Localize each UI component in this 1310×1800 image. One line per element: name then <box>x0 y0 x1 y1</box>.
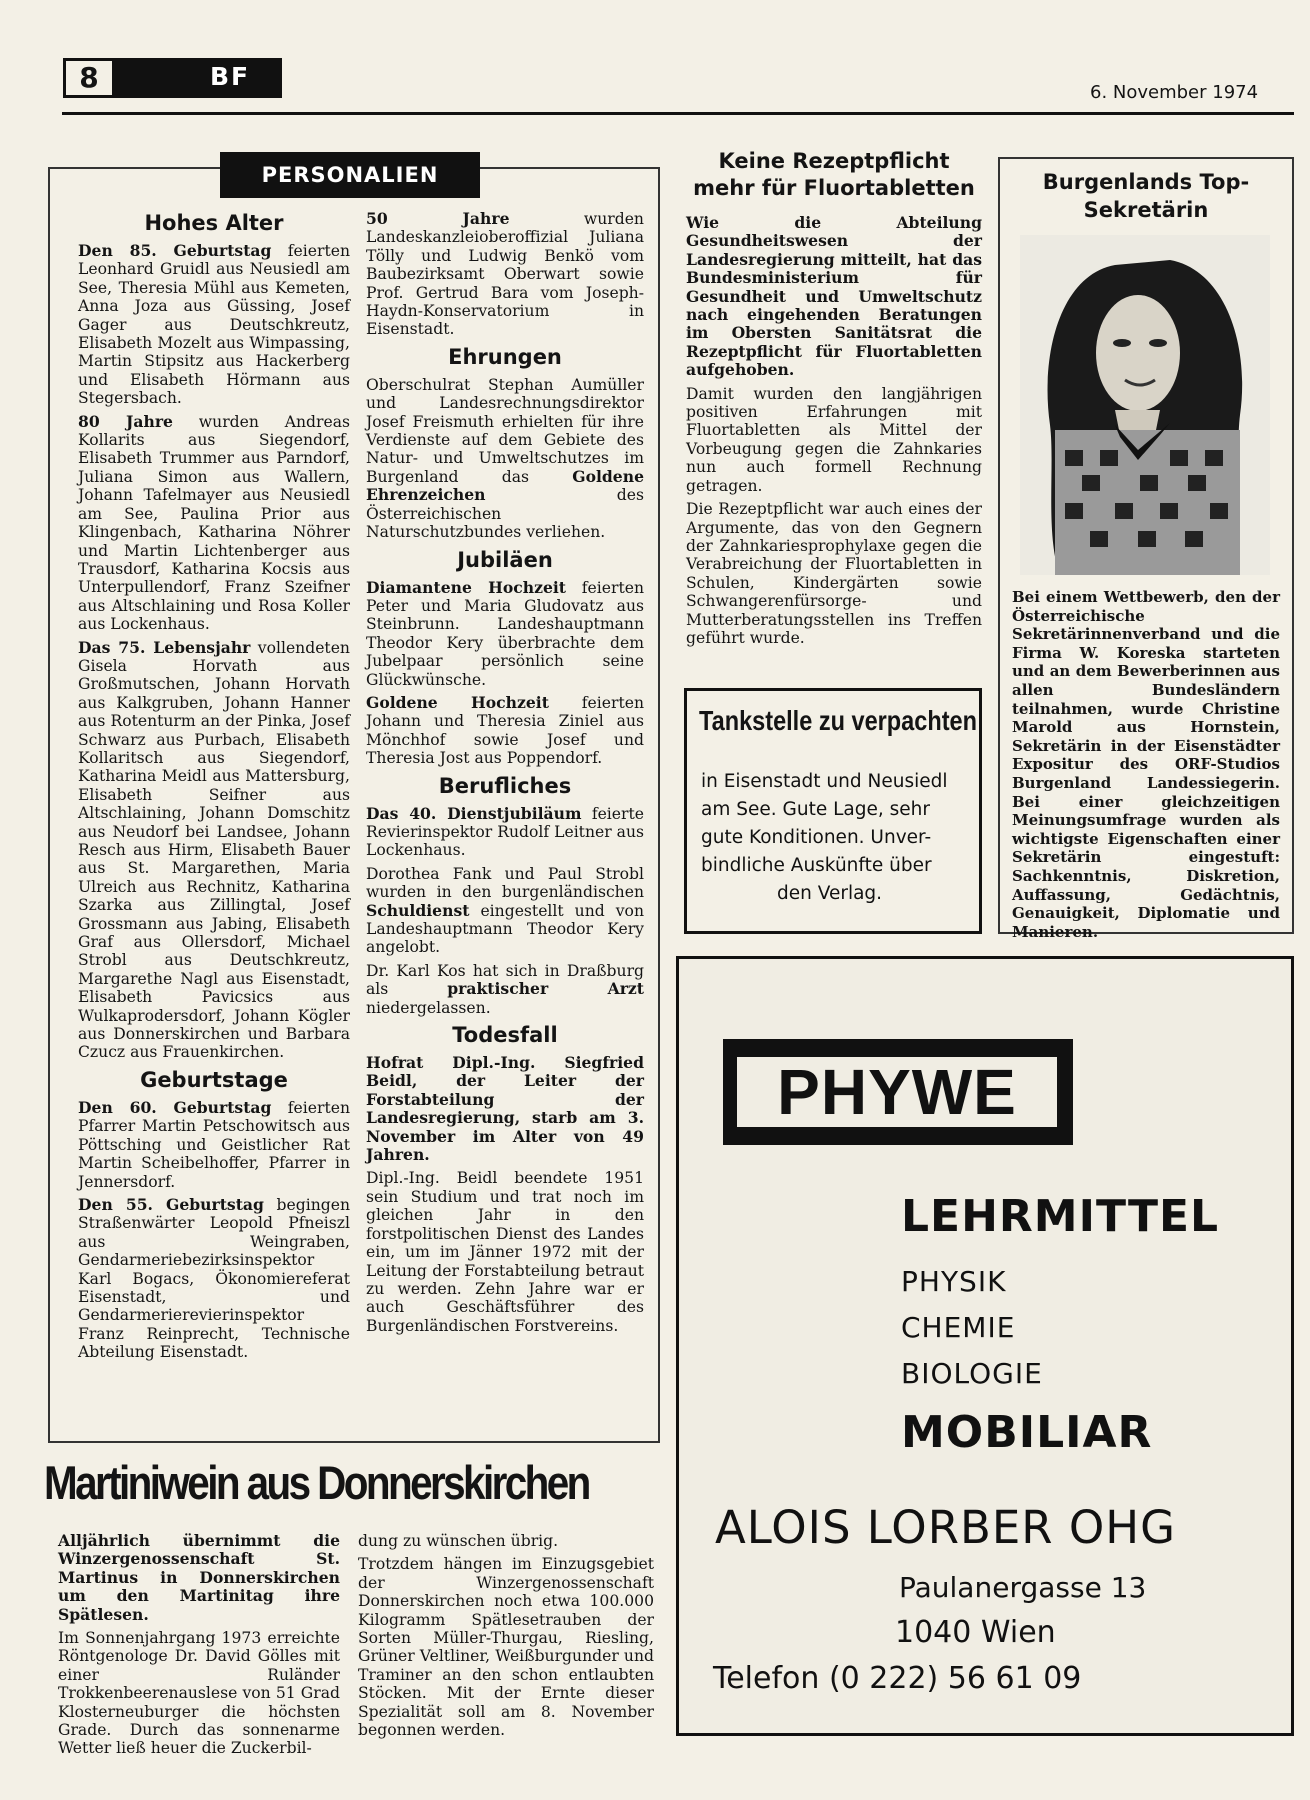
personalien-col2 <box>366 210 644 1340</box>
personalien-col1 <box>78 205 350 1367</box>
company-phone: Telefon (0 222) 56 61 09 <box>713 1661 1082 1696</box>
fluor-article <box>686 148 982 652</box>
paragraph: Dorothea Fank und Paul Strobl wurden in den burgenländischen Schuldienst eingestellt und von Landeshauptmann Theodor Kery angelobt. <box>366 864 644 957</box>
company-street: Paulanergasse 13 <box>899 1571 1147 1604</box>
ad-text-line: am See. Gute Lage, sehr <box>701 799 930 820</box>
paragraph: Wie die Abteilung Gesundheitswesen der Landesregierung mitteilt, hat das Bundesministerium für Gesundheit und Umweltschutz nach eingehenden Beratungen im Obersten Sanitätsrat die Rezeptpflicht für Fluortabletten aufgehoben. <box>686 213 982 380</box>
ad-text-line: in Eisenstadt und Neusiedl <box>701 771 948 792</box>
paragraph: Im Sonnenjahrgang 1973 erreichte Röntgenologe Dr. David Gölles mit einer Ruländer Trokkenbeerenauslese von 51 Grad Klosterneuburger die höchsten Grade. Durch das sonnenarme Wetter ließ heuer die Zuckerbil- <box>58 1629 340 1758</box>
section-title <box>1000 168 1292 224</box>
ad-item: PHYSIK <box>901 1265 1007 1298</box>
ad-headline: MOBILIAR <box>901 1407 1153 1458</box>
ad-item: CHEMIE <box>901 1311 1016 1344</box>
issue-date: 6. November 1974 <box>1090 82 1259 103</box>
paragraph: Das 40. Dienstjubiläum feierte Revierinspektor Rudolf Leitner aus Lockenhaus. <box>366 803 644 860</box>
portrait-photo <box>1020 235 1270 575</box>
title-line: Burgenlands Top- <box>1042 170 1250 194</box>
section-title: Geburtstage <box>140 1067 288 1092</box>
tankstelle-ad <box>684 688 982 934</box>
page-number: 8 <box>79 61 99 94</box>
company-name: ALOIS LORBER OHG <box>715 1501 1176 1554</box>
section-title: Hohes Alter <box>144 211 284 235</box>
paragraph: Trotzdem hängen im Einzugsgebiet der Winzergenossenschaft Donnerskirchen noch etwa 100.000 Kilogramm Spätlesetrauben der Sorten Müller-Thurgau, Riesling, Grüner Veltliner, Weißburgunder und Traminer an den schon entlaubten Stöcken. Mit der Ernte dieser Spezialität soll am 8. November begonnen werden. <box>358 1555 654 1740</box>
paragraph: Das 75. Lebensjahr vollendeten Gisela Horvath aus Großmutschen, Johann Horvath aus Kalkgruben, Johann Hanner aus Rotenturm an der Pinka, Josef Schwarz aus Purbach, Elisabeth Kollaritsch aus Siegendorf, Katharina Meidl aus Mattersburg, Elisabeth Seifner aus Altschlaining, Johann Domschitz aus Neudorf bei Landsee, Johann Resch aus Hirm, Elisabeth Bauer aus St. Margarethen, Maria Ulreich aus Rechnitz, Katharina Szarka aus Zillingtal, Josef Grossmann aus Jabing, Elisabeth Graf aus Ollersdorf, Michael Strobl aus Deutschkreutz, Margarethe Nagl aus Eisenstadt, Elisabeth Pavicsics aus Wulkaprodersdorf, Johann Kögler aus Donnerskirchen und Barbara Czucz aus Frauenkirchen. <box>78 637 350 1062</box>
paragraph: 50 Jahre wurden Landeskanzleioberoffizial Juliana Tölly und Ludwig Benkö vom Baubezirksamt Oberwart sowie Prof. Gertrud Bara vom Joseph-Haydn-Konservatorium in Eisenstadt. <box>366 209 644 339</box>
section-title: Jubiläen <box>457 547 553 572</box>
paragraph: Den 85. Geburtstag feierten Leonhard Gruidl aus Neusiedl am See, Theresia Mühl aus Kemeten, Anna Joza aus Güssing, Josef Gager aus Deutschkreutz, Elisabeth Mozelt aus Wimpassing, Martin Stipsitz aus Hackerberg und Elisabeth Hörmann aus Stegersbach. <box>78 241 350 408</box>
paragraph: Oberschulrat Stephan Aumüller und Landesrechnungsdirektor Josef Freismuth erhielten für ihre Verdienste auf dem Gebiete des Natur- und Umweltschutzes im Burgenland das Goldene Ehrenzeichen des Österreichischen Naturschutzbundes verliehen. <box>366 375 644 542</box>
section-badge <box>115 58 282 98</box>
title-line: mehr für Fluortabletten <box>693 176 975 200</box>
section-title: Berufliches <box>438 773 572 798</box>
paragraph: Dr. Karl Kos hat sich in Draßburg als praktischer Arzt niedergelassen. <box>366 961 644 1017</box>
paragraph: 80 Jahre wurden Andreas Kollarits aus Siegendorf, Elisabeth Trummer aus Parndorf, Juliana Simon aus Wallern, Johann Tafelmayer aus Neusiedl am See, Paulina Prior aus Klingenbach, Katharina Nöhrer und Martin Lichtenberger aus Trausdorf, Katharina Kocsis aus Unterpullendorf, Franz Szeifner aus Altschlaining und Rosa Koller aus Lockenhaus. <box>78 411 350 634</box>
portrait-image <box>1020 235 1270 575</box>
martini-headline: Martiniwein aus Donnerskirchen <box>44 1456 589 1509</box>
title-line: Sekretärin <box>1083 198 1209 222</box>
section-title: Ehrungen <box>448 344 562 369</box>
header-rule <box>62 112 1294 115</box>
company-city: 1040 Wien <box>895 1615 1056 1650</box>
ad-item: BIOLOGIE <box>901 1357 1043 1390</box>
page-number-box <box>63 58 115 98</box>
brand-text: PHYWE <box>737 1057 1057 1127</box>
martini-col2 <box>358 1532 654 1744</box>
section-title: Todesfall <box>452 1023 558 1048</box>
paragraph: dung zu wünschen übrig. <box>358 1532 559 1550</box>
paragraph: Den 55. Geburtstag begingen Straßenwärter Leopold Pfneiszl aus Weingraben, Gendarmeriebezirksinspektor Karl Bogacs, Ökonomiereferat Eisenstadt, und Gendarmerierevierinspektor Franz Reinprecht, Technische Abteilung Eisenstadt. <box>78 1194 350 1362</box>
phywe-logo <box>723 1039 1073 1145</box>
phywe-ad <box>676 956 1294 1736</box>
paragraph: Damit wurden den langjährigen positiven Erfahrungen mit Fluortabletten als Mittel der Vorbeugung gegen die Zahnkaries nun auch formell Rechnung getragen. <box>686 384 982 495</box>
paragraph: Die Rezeptpflicht war auch eines der Argumente, das von den Gegnern der Zahnkariesprophylaxe gegen die Verabreichung der Fluortabletten in Schulen, Kindergärten sowie Schwangerenfürsorge- und Mutterberatungsstellen ins Treffen geführt wurde. <box>686 500 982 647</box>
paragraph: Dipl.-Ing. Beidl beendete 1951 sein Studium und trat noch im gleichen Jahr in den forstpolitischen Dienst des Landes ein, um im Jänner 1972 mit der Leitung der Forstabteilung betraut zu werden. Zehn Jahre war er auch Geschäftsführer des Burgenländischen Forstvereins. <box>366 1169 644 1335</box>
ad-text-line: den Verlag. <box>777 883 883 904</box>
title-line: Keine Rezeptpflicht <box>718 149 950 173</box>
ad-title: Tankstelle zu verpachten <box>699 705 977 736</box>
section-title <box>686 148 982 202</box>
paragraph: Diamantene Hochzeit feierten Peter und Maria Gludovatz aus Steinbrunn. Landeshauptmann Theodor Kery überbrachte dem Jubelpaar persönlich seine Glückwünsche. <box>366 577 644 689</box>
martini-col1 <box>58 1532 340 1763</box>
section-label: BF <box>210 62 251 91</box>
paragraph: Hofrat Dipl.-Ing. Siegfried Beidl, der Leiter der Forstabteilung der Landesregierung, starb am 3. November im Alter von 49 Jahren. <box>366 1053 644 1165</box>
paragraph: Alljährlich übernimmt die Winzergenossenschaft St. Martinus in Donnerskirchen um den Martinitag ihre Spätlesen. <box>58 1531 340 1624</box>
paragraph: Goldene Hochzeit feierten Johann und Theresia Ziniel aus Mönchhof sowie Josef und Theresia Jost aus Poppendorf. <box>366 692 644 768</box>
photo-caption: Bei einem Wettbewerb, den der Österreichische Sekretärinnenverband und die Firma W. Koreska starteten und an dem Bewerberinnen aus allen Bundesländern teilnahmen, wurde Christine Marold aus Hornstein, Sekretärin in der Eisenstädter Expositur des ORF-Studios Burgenland Landessiegerin. Bei einer gleichzeitigen Meinungsumfrage wurden als wichtigste Eigenschaften einer Sekretärin eingestuft: Sachkenntnis, Diskretion, Auffassung, Gedächtnis, Genauigkeit, Diplomatie und Manieren. <box>1012 588 1280 941</box>
ad-text-line: bindliche Auskünfte über <box>701 855 932 876</box>
ad-text-line: gute Konditionen. Unver- <box>701 827 932 848</box>
personalien-banner: PERSONALIEN <box>220 152 480 198</box>
paragraph: Den 60. Geburtstag feierten Pfarrer Martin Petschowitsch aus Pöttsching und Geistlicher Rat Martin Scheibelhoffer, Pfarrer in Jennersdorf. <box>78 1097 350 1191</box>
ad-headline: LEHRMITTEL <box>901 1191 1220 1242</box>
